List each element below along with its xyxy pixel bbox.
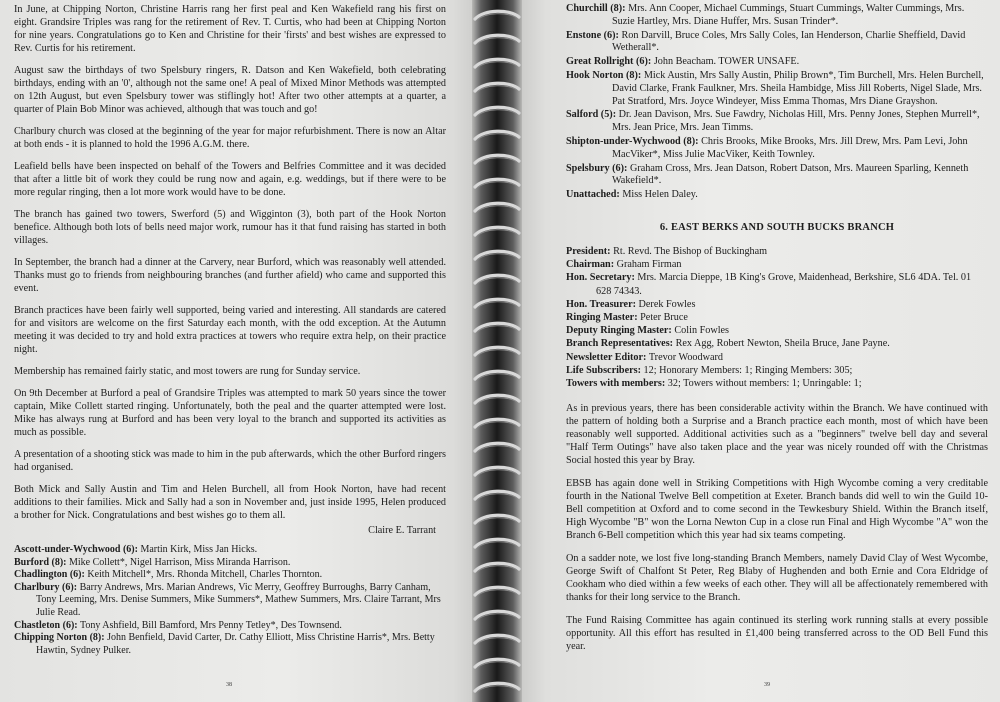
tower-entry — [14, 620, 446, 633]
right-page-body — [566, 402, 988, 653]
tower-entry — [566, 70, 988, 108]
tower-name: Unattached: — [566, 189, 620, 201]
binding-ring — [472, 584, 522, 600]
binding-ring — [472, 296, 522, 312]
officer-entry — [566, 364, 988, 377]
officer-label: Chairman: — [566, 259, 615, 271]
signature: Claire E. Tarrant — [368, 525, 436, 536]
officer-label: Branch Representatives: — [566, 338, 674, 350]
tower-members: Keith Mitchell*, Mrs. Rhonda Mitchell, Charles Thornton. — [87, 569, 323, 581]
tower-entry — [566, 56, 988, 69]
officer-value: Trevor Woodward — [648, 351, 723, 363]
officer-list — [566, 245, 988, 390]
paragraph: Membership has remained fairly static, and most towers are rung for Sunday service. — [14, 366, 361, 377]
paragraph: EBSB has again done well in Striking Competitions with High Wycombe coming a very creditable fourth in the National Twelve Bell competition at Exeter. Branch bands did well to win the Guild 10-Bell competition at Oxford and to come second in the Tewkesbury Shield. Within the Branch itself, High Wycombe "B" won the Lorna Newton Cup in a close run Final and High Wycombe "A" won the Branch 6-Bell competition which this year had six teams competing. — [566, 478, 988, 542]
tower-name: Chipping Norton (8): — [14, 632, 105, 644]
officer-label: Deputy Ringing Master: — [566, 325, 672, 337]
tower-name: Shipton-under-Wychwood (8): — [566, 135, 699, 147]
officer-value: 12; Honorary Members: 1; Ringing Members: 305; — [643, 364, 853, 376]
officer-value: Rt. Revd. The Bishop of Buckingham — [613, 245, 768, 257]
tower-entry — [14, 569, 446, 582]
officer-entry — [566, 298, 988, 311]
paragraph: As in previous years, there has been considerable activity within the Branch. We have continued with the pattern of holding both a Surprise and a Branch practice each month, most of which have been reasonably well supported. Additional activities such as a "beginners" twelve bell day and several "Half Term Outings" have also taken place and the year was nicely rounded off with the Christmas Social hosted this year by Bray. — [566, 403, 988, 467]
tower-members: Martin Kirk, Miss Jan Hicks. — [140, 544, 258, 555]
left-tower-list — [14, 544, 446, 657]
binding-ring — [472, 464, 522, 480]
binding-ring — [472, 200, 522, 216]
officer-label: Ringing Master: — [566, 311, 638, 323]
binding-ring — [472, 320, 522, 336]
binding-ring — [472, 80, 522, 96]
tower-name: Salford (5): — [566, 109, 617, 121]
paragraph: Both Mick and Sally Austin and Tim and Helen Burchell, all from Hook Norton, have had recent additions to their families. Mick and Sally had a son in November and, just inside 1995, Helen produced a brother for Nick. Congratulations and best wishes go to them all. — [14, 484, 446, 521]
officer-value: 32; Towers without members: 1; Unringable: 1; — [667, 377, 862, 389]
officer-entry — [566, 311, 988, 324]
tower-entry — [566, 3, 988, 29]
tower-entry — [566, 189, 988, 202]
tower-name: Great Rollright (6): — [566, 56, 652, 68]
left-page — [0, 0, 472, 702]
binding-ring — [472, 392, 522, 408]
tower-entry — [14, 632, 446, 657]
binding-ring — [472, 128, 522, 144]
tower-name: Chastleton (6): — [14, 619, 78, 631]
officer-entry — [566, 245, 988, 258]
binding-ring — [472, 440, 522, 456]
binding-ring — [472, 680, 522, 696]
tower-entry — [566, 136, 988, 162]
tower-members: Chris Brooks, Mike Brooks, Mrs. Jill Drew, Mrs. Pam Levi, John MacViker*, Miss Julie MacViker, Keith Townley. — [612, 135, 968, 160]
paragraph: The branch has gained two towers, Swerford (5) and Wigginton (3), both part of the Hook Norton benefice. Although both lots of bells need major work, rumour has it that fund raising has started in both villages. — [14, 209, 446, 246]
officer-value: Derek Fowles — [638, 298, 696, 310]
branch-title: 6. EAST BERKS AND SOUTH BUCKS BRANCH — [659, 221, 895, 233]
binding-ring — [472, 104, 522, 120]
officer-label: Hon. Secretary: — [566, 272, 635, 284]
officer-value: Peter Bruce — [640, 311, 688, 323]
officer-value: Colin Fowles — [674, 325, 730, 337]
officer-entry — [566, 324, 988, 337]
officer-entry — [566, 351, 988, 364]
tower-entry — [566, 109, 988, 135]
binding-ring — [472, 608, 522, 624]
right-page — [522, 0, 1000, 702]
tower-members: John Beacham. TOWER UNSAFE. — [653, 56, 800, 68]
binding-ring — [472, 32, 522, 48]
binding-ring — [472, 176, 522, 192]
binding-ring — [472, 560, 522, 576]
officer-label: Newsletter Editor: — [566, 351, 647, 363]
tower-entry — [14, 544, 446, 557]
tower-name: Enstone (6): — [566, 29, 619, 41]
officer-label: Towers with members: — [566, 377, 666, 389]
officer-value: Mrs. Marcia Dieppe, 1B King's Grove, Maidenhead, Berkshire, SL6 4DA. Tel. 01 628 74343. — [596, 272, 972, 297]
binding-ring — [472, 416, 522, 432]
officer-label: Hon. Treasurer: — [566, 298, 636, 310]
paragraph: August saw the birthdays of two Spelsbury ringers, R. Datson and Ken Wakefield, both celebrating birthdays, ending with an '0', although not the same one! A peal of Mixed Minor Methods was attempted on 12th August, but even Spelsbury tower was stiflingly hot! After two other attempts at a quarter, a quarter of Plain Bob Minor was achieved, although that was touch and go! — [14, 65, 446, 115]
tower-entry — [14, 557, 446, 570]
binding-ring — [472, 152, 522, 168]
binding-ring — [472, 224, 522, 240]
officer-label: Life Subscribers: — [566, 364, 641, 376]
officer-value: Graham Firman — [616, 259, 682, 271]
tower-entry — [566, 30, 988, 56]
binding-ring — [472, 248, 522, 264]
tower-members: Tony Ashfield, Bill Bamford, Mrs Penny Tetley*, Des Townsend. — [79, 619, 342, 631]
binding-ring — [472, 488, 522, 504]
binding-ring — [472, 56, 522, 72]
page-number-left: 38 — [226, 682, 232, 688]
tower-name: Churchill (8): — [566, 3, 626, 14]
tower-entry — [14, 582, 446, 620]
tower-name: Spelsbury (6): — [566, 162, 628, 174]
tower-members: Barry Andrews, Mrs. Marian Andrews, Vic Merry, Geoffrey Burroughs, Barry Canham, Tony Leeming, Mrs. Denise Summers, Mike Summers*, Mathew Summers, Mrs. Claire Tarrant, Mrs Julie Read. — [36, 581, 441, 618]
paragraph: A presentation of a shooting stick was made to him in the pub afterwards, which the other Burford ringers had organised. — [14, 449, 446, 473]
binding-ring — [472, 8, 522, 24]
tower-entry — [566, 163, 988, 189]
paragraph: Branch practices have been fairly well supported, being varied and interesting. All standards are catered for and visitors are welcome on the first Saturday each month, with the odd exception. At the Autumn meeting it was decided to try and hold extra practices at towers who require extra help, on their practice night. — [14, 305, 446, 355]
binding-ring — [472, 536, 522, 552]
binding-ring — [472, 512, 522, 528]
tower-members: Mick Austin, Mrs Sally Austin, Philip Brown*, Tim Burchell, Mrs. Helen Burchell, David Clarke, Frank Faulkner, Mrs. Sheila Hambidge, Miss Jill Roberts, Nigel Slade, Mrs. Pat Stratford, Mrs. Joyce Windeyer, Miss Emma Thomas, Mrs Diane Grayshon. — [612, 69, 984, 107]
tower-members: Graham Cross, Mrs. Jean Datson, Robert Datson, Mrs. Maureen Sparling, Kenneth Wakefield*. — [612, 162, 969, 187]
binding-ring — [472, 272, 522, 288]
officer-entry — [566, 377, 988, 390]
tower-name: Burford (8): — [14, 556, 67, 568]
binding-ring — [472, 632, 522, 648]
left-page-body — [14, 3, 446, 522]
tower-members: Ron Darvill, Bruce Coles, Mrs Sally Coles, Ian Henderson, Charlie Sheffield, David Wetherall*. — [612, 29, 966, 54]
officer-entry — [566, 258, 988, 271]
paragraph: In September, the branch had a dinner at the Carvery, near Burford, which was reasonably well attended. Thanks must go to friends from neighbouring branches (and further afield) who came and supported this event. — [14, 257, 446, 294]
page-number-right: 39 — [764, 682, 770, 688]
officer-entry — [566, 337, 988, 350]
tower-members: John Benfield, David Carter, Dr. Cathy Elliott, Miss Christine Harris*, Mrs. Betty Hawtin, Sydney Pulker. — [36, 632, 435, 656]
tower-members: Mrs. Ann Cooper, Michael Cummings, Stuart Cummings, Walter Cummings, Mrs. Suzie Hartley, Mrs. Diane Huffer, Mrs. Susan Trinder*. — [612, 3, 965, 27]
tower-name: Hook Norton (8): — [566, 69, 642, 81]
paragraph: In June, at Chipping Norton, Christine Harris rang her first peal and Ken Wakefield rang his first on eight. Grandsire Triples was rang for the retirement of Rev. T. Curtis, who had been at Chipping Norton for nine years. Congratulations go to Ken and Christine for their 'firsts' and best wishes are expressed to Rev. Curtis for his retirement. — [14, 4, 446, 54]
paragraph: On a sadder note, we lost five long-standing Branch Members, namely David Clay of West Wycombe, George Swift of Chalfont St Peter, Reg Blaby of Hughenden and both Ernie and Cora Eldridge of Cookham who died within a few weeks of each other. They will all be affectionately remembered with thanks for their long service to the Branch. — [566, 553, 988, 604]
binding-ring — [472, 368, 522, 384]
tower-members: Dr. Jean Davison, Mrs. Sue Fawdry, Nicholas Hill, Mrs. Penny Jones, Stephen Murrell*, Mrs. Jean Price, Mrs. Jean Timms. — [612, 109, 980, 134]
tower-name: Charlbury (6): — [14, 581, 78, 593]
tower-members: Mike Collett*, Nigel Harrison, Miss Miranda Harrison. — [69, 556, 291, 568]
tower-name: Ascott-under-Wychwood (6): — [14, 544, 138, 555]
paragraph: On 9th December at Burford a peal of Grandsire Triples was attempted to mark 50 years since the tower captain, Mike Collett started ringing. Unfortunately, both the peal and the quarter attempted were lost. Mike has always rung at Burford and has been very loyal to the branch and supported its activities as much as possible. — [14, 388, 446, 438]
paragraph: Charlbury church was closed at the beginning of the year for major refurbishment. There is now an Altar at both ends - it is planned to hold the 1996 A.G.M. there. — [14, 126, 446, 150]
tower-members: Miss Helen Daley. — [622, 189, 698, 201]
tower-name: Chadlington (6): — [14, 569, 85, 581]
right-tower-list — [566, 3, 988, 202]
binding-ring — [472, 344, 522, 360]
officer-label: President: — [566, 245, 611, 257]
officer-entry — [566, 271, 988, 297]
paragraph: Leafield bells have been inspected on behalf of the Towers and Belfries Committee and it was decided that after a little bit of work they could be rung now and again, e.g. weddings, but if there were to be more regular ringing, then a lot more work would have to be done. — [14, 161, 446, 198]
paragraph: The Fund Raising Committee has again continued its sterling work running stalls at every possible opportunity. All this effort has resulted in £1,400 being transferred across to the OD Bell Fund this year. — [566, 615, 988, 653]
binding-ring — [472, 656, 522, 672]
officer-value: Rex Agg, Robert Newton, Sheila Bruce, Jane Payne. — [675, 338, 890, 350]
